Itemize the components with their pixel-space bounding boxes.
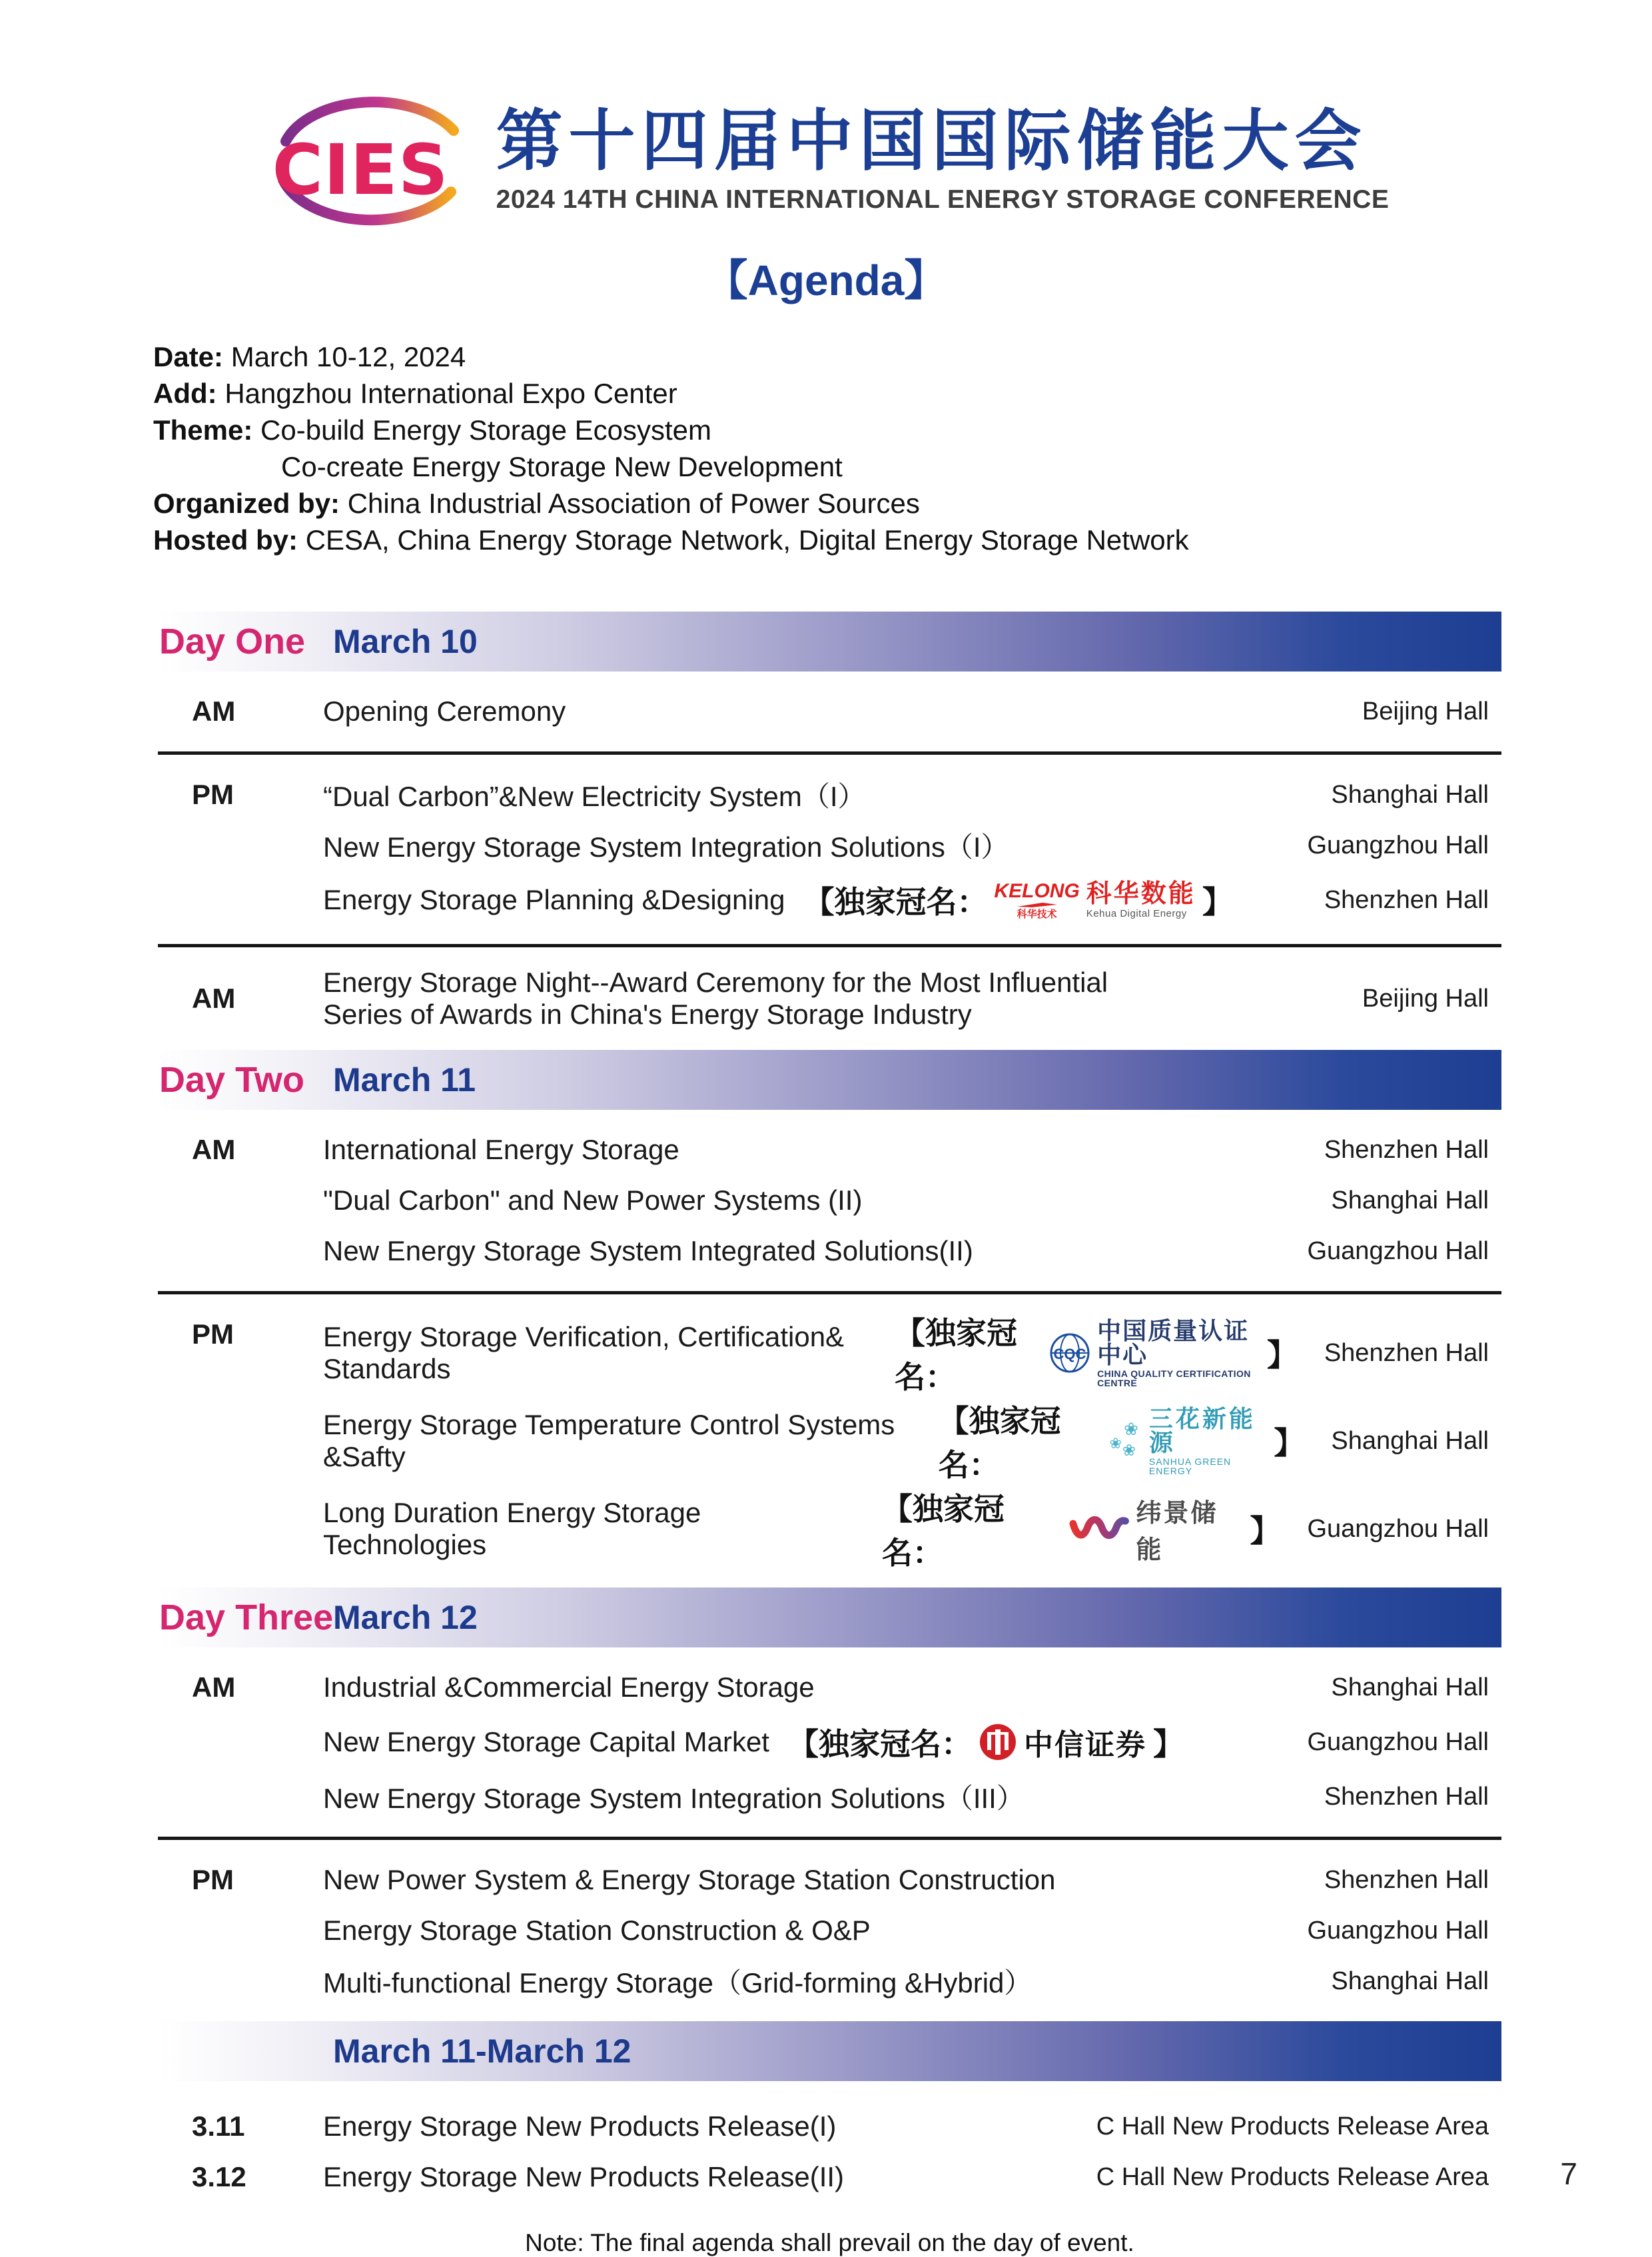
session-row <box>323 1905 1501 1956</box>
theme-line2: Co-create Energy Storage New Development <box>281 451 843 482</box>
day-two-banner <box>158 1050 1501 1110</box>
bracket-open: 【独家冠名： <box>803 885 988 919</box>
kelong-brand: KELONG <box>994 879 1080 902</box>
cqc-name-sub: CHINA QUALITY CERTIFICATION CENTRE <box>1097 1368 1251 1388</box>
organized-label: Organized by: <box>153 488 340 519</box>
organized-value: China Industrial Association of Power Sources <box>347 488 920 519</box>
cqc-wordmark <box>1097 1316 1260 1388</box>
session-hall: Guangzhou Hall <box>1307 1916 1489 1945</box>
address-label: Add: <box>153 378 217 409</box>
bracket-open: 【独家冠名： <box>881 1492 1005 1570</box>
session-title: New Power System & Energy Storage Station Construction <box>323 1864 1056 1895</box>
theme-line1: Co-build Energy Storage Ecosystem <box>260 414 712 446</box>
citic-logo-icon <box>979 1723 1017 1761</box>
svg-text:CQC: CQC <box>1053 1346 1086 1362</box>
session-row <box>323 1226 1501 1276</box>
kelong-brand-sub: 科华技术 <box>1017 908 1057 920</box>
sanhua-name-sub: SANHUA GREEN ENERGY <box>1148 1456 1232 1476</box>
session-row <box>323 1713 1501 1771</box>
day-three-date: March 12 <box>333 1599 478 1636</box>
session-hall: Guangzhou Hall <box>1307 1727 1489 1756</box>
march11-12-date: March 11-March 12 <box>333 2032 631 2070</box>
sanhua-name: 三花新能源 <box>1148 1404 1256 1456</box>
bracket-close: 】 <box>1250 1514 1281 1548</box>
bracket-close: 】 <box>1266 1338 1298 1372</box>
bracket-open: 【独家冠名： <box>894 1316 1017 1394</box>
session-title: New Energy Storage System Integrated Solutions(II) <box>323 1235 973 1266</box>
address-value: Hangzhou International Expo Center <box>224 378 677 409</box>
time-label: PM <box>192 1864 234 1895</box>
session-row <box>323 1309 1501 1397</box>
kelong-swoosh-icon <box>1016 901 1058 908</box>
bracket-close: 】 <box>1274 1426 1305 1460</box>
session-title: New Energy Storage Capital Market <box>323 1726 769 1757</box>
sponsor-cqc <box>895 1309 1298 1397</box>
day-two-date: March 11 <box>333 1061 476 1099</box>
session-title: Energy Storage Verification, Certification& Standards <box>323 1321 845 1384</box>
session-hall: Shanghai Hall <box>1331 1426 1489 1455</box>
day-one-date: March 10 <box>333 623 478 660</box>
agenda-content <box>158 612 1501 2257</box>
time-label: PM <box>192 779 234 810</box>
session-title: Energy Storage New Products Release(II) <box>323 2161 845 2192</box>
session-row <box>323 686 1501 737</box>
bracket-close: 】 <box>1202 885 1233 919</box>
session-hall: Shenzhen Hall <box>1324 885 1489 914</box>
session-title: Energy Storage New Products Release(I) <box>323 2110 837 2142</box>
session-row <box>323 820 1501 871</box>
day-one-banner <box>158 612 1501 672</box>
time-label: 3.11 <box>192 2110 245 2142</box>
day-one-label: Day One <box>159 622 306 662</box>
session-title: Energy Storage Temperature Control Systems &Safty <box>323 1409 895 1472</box>
session-hall: Shenzhen Hall <box>1324 1135 1489 1164</box>
day-two-label: Day Two <box>159 1060 305 1100</box>
kehua-name-sub: Kehua Digital Energy <box>1086 908 1187 919</box>
time-label: 3.12 <box>192 2161 246 2192</box>
session-title: Energy Storage Night--Award Ceremony for the Most Influential Series of Awards in China's Energy Storage Industry <box>323 967 1108 1030</box>
bracket-open: 【独家冠名： <box>787 1727 972 1761</box>
event-info <box>153 338 1652 558</box>
session-hall: Shenzhen Hall <box>1324 1338 1489 1367</box>
time-label: AM <box>192 695 236 727</box>
conference-subtitle-en: 2024 14TH CHINA INTERNATIONAL ENERGY STORAGE CONFERENCE <box>496 185 1390 214</box>
cies-logo-text: CIES <box>272 129 449 211</box>
session-row <box>323 1485 1501 1573</box>
info-date <box>153 338 1652 375</box>
session-row <box>323 871 1501 929</box>
session-title: Long Duration Energy Storage Technologies <box>323 1497 701 1560</box>
session-row <box>323 1956 1501 2007</box>
session-title: Energy Storage Station Construction & O&P <box>323 1915 871 1946</box>
session-row <box>158 2101 1501 2152</box>
day-one-night-group <box>158 947 1501 1050</box>
day-one-pm-group <box>158 755 1501 944</box>
session-row <box>323 1771 1501 1822</box>
kehua-logo <box>1086 881 1196 919</box>
session-title: New Energy Storage System Integration Solutions（I） <box>323 831 1009 863</box>
session-row <box>323 1397 1501 1485</box>
info-hosted <box>153 522 1652 558</box>
day-three-am-group <box>158 1647 1501 1837</box>
agenda-heading: 【Agenda】 <box>705 256 947 304</box>
march11-12-banner <box>158 2021 1501 2081</box>
session-title: “Dual Carbon”&New Electricity System（I） <box>323 781 866 812</box>
info-address <box>153 375 1652 412</box>
header-titles <box>496 105 1390 215</box>
cqc-globe-icon <box>1049 1332 1090 1374</box>
session-hall: Shanghai Hall <box>1331 1673 1489 1701</box>
cqc-name: 中国质量认证中心 <box>1097 1316 1250 1368</box>
time-label: PM <box>192 1318 234 1350</box>
time-label: AM <box>192 983 236 1014</box>
weview-wave-icon <box>1069 1514 1129 1544</box>
footnote: Note: The final agenda shall prevail on the day of event. <box>525 2229 1134 2256</box>
day-three-pm-group <box>158 1840 1501 2021</box>
session-title: Energy Storage Planning &Designing <box>323 884 785 915</box>
new-products-group <box>158 2081 1501 2202</box>
sanhua-wordmark <box>1148 1404 1267 1476</box>
sponsor-weview <box>882 1485 1281 1573</box>
day-three-label: Day Three <box>159 1597 334 1637</box>
conference-title-cn: 第十四届中国国际储能大会 <box>496 104 1368 179</box>
session-title: New Energy Storage System Integration Solutions（III） <box>323 1783 1025 1814</box>
cies-logo <box>263 92 474 228</box>
weview-name: 纬景储能 <box>1136 1500 1218 1564</box>
sponsor-sanhua <box>939 1397 1305 1485</box>
day-three-banner <box>158 1587 1501 1647</box>
session-hall: Beijing Hall <box>1362 984 1489 1013</box>
session-title: International Energy Storage <box>323 1134 679 1165</box>
session-hall: Shenzhen Hall <box>1324 1782 1489 1811</box>
page-number: 7 <box>1560 2156 1577 2191</box>
session-row <box>323 769 1501 820</box>
session-hall: Shanghai Hall <box>1331 1186 1489 1214</box>
session-row <box>323 962 1501 1035</box>
bracket-close: 】 <box>1152 1727 1184 1761</box>
time-label: AM <box>192 1671 236 1703</box>
session-row <box>323 1125 1501 1175</box>
day-one-am-group <box>158 672 1501 751</box>
day-two-am-group <box>158 1110 1501 1291</box>
session-row <box>323 1175 1501 1226</box>
session-hall: Shenzhen Hall <box>1324 1865 1489 1894</box>
hosted-value: CESA, China Energy Storage Network, Digital Energy Storage Network <box>305 524 1189 556</box>
session-title: "Dual Carbon" and New Power Systems (II) <box>323 1184 863 1216</box>
conference-header <box>0 0 1652 228</box>
kehua-name: 科华数能 <box>1086 880 1196 908</box>
time-label: AM <box>192 1134 236 1165</box>
info-organized <box>153 485 1652 522</box>
day-two-pm-group <box>158 1294 1501 1587</box>
citic-name: 中信证券 <box>1023 1729 1146 1761</box>
bracket-open: 【独家冠名： <box>938 1404 1061 1482</box>
session-title: Opening Ceremony <box>323 695 566 727</box>
hosted-label: Hosted by: <box>153 524 298 556</box>
session-hall: Guangzhou Hall <box>1307 1236 1489 1265</box>
theme-label: Theme: <box>153 414 253 446</box>
session-row <box>158 2152 1501 2202</box>
session-hall: Shanghai Hall <box>1331 1967 1489 1995</box>
date-label: Date: <box>153 341 224 372</box>
kelong-logo-icon <box>994 881 1079 919</box>
session-hall: C Hall New Products Release Area <box>1096 2112 1489 2140</box>
sponsor-kelong <box>803 878 1232 922</box>
session-hall: Guangzhou Hall <box>1307 1514 1489 1543</box>
sanhua-flowers-icon: ❀ ❀ ❀ <box>1109 1419 1138 1460</box>
session-row <box>323 1662 1501 1713</box>
session-row <box>323 1855 1501 1905</box>
session-hall: Shanghai Hall <box>1331 780 1489 809</box>
session-hall: Beijing Hall <box>1362 697 1489 725</box>
session-hall: Guangzhou Hall <box>1307 831 1489 859</box>
session-hall: C Hall New Products Release Area <box>1096 2162 1489 2191</box>
info-theme <box>153 412 1652 448</box>
session-title: Industrial &Commercial Energy Storage <box>323 1671 815 1703</box>
sponsor-citic <box>788 1720 1184 1764</box>
date-value: March 10-12, 2024 <box>230 341 466 372</box>
session-title: Multi-functional Energy Storage（Grid-forming &Hybrid） <box>323 1967 1032 1999</box>
